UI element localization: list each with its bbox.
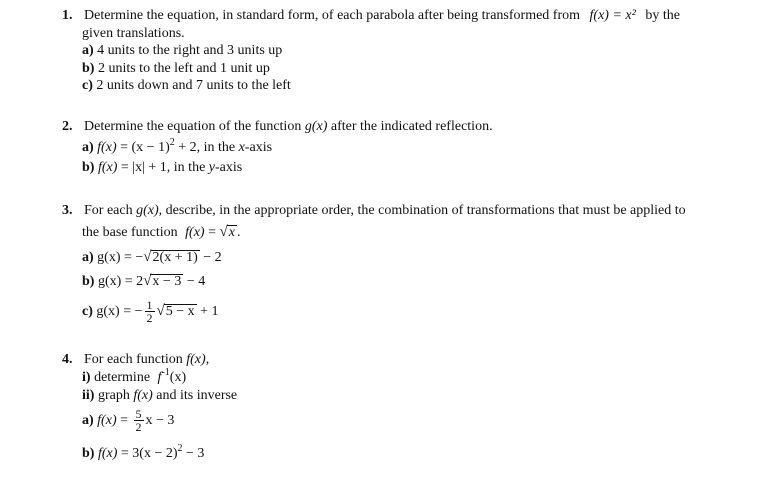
q4-a-label: a)	[82, 413, 94, 428]
q2-part-b	[82, 160, 242, 176]
radical-icon: √	[156, 303, 165, 319]
q3-stem-line2: the base function f(x) = √x .	[82, 224, 241, 240]
q1-stem-text-end: by the	[645, 8, 680, 23]
q3-c-fraction	[145, 299, 155, 324]
q4-i-label: i)	[82, 370, 91, 385]
q1-stem-text: Determine the equation, in standard form, of each parabola after being transformed from	[84, 8, 581, 23]
q3-c-numerator: 1	[146, 298, 153, 313]
q1-base-function: f(x) = x²	[589, 8, 636, 23]
q3-b-label: b)	[82, 274, 95, 289]
q2-a-axis: x	[238, 140, 245, 155]
q3-c-post: + 1	[196, 304, 219, 319]
q2-stem-text: Determine the equation of the function	[84, 119, 302, 134]
q3-part-c	[82, 298, 219, 325]
q2-number: 2.	[62, 119, 73, 134]
q4-i-exp: -1	[161, 367, 170, 378]
q1-a-text: 4 units to the right and 3 units up	[97, 43, 283, 58]
q1-stem-line2: given translations.	[82, 26, 185, 41]
q1-c-text: 2 units down and 7 units to the left	[96, 78, 291, 93]
q2-a-label: a)	[82, 140, 94, 155]
q4-b-tail: − 3	[182, 446, 205, 461]
q3-c-denominator: 2	[146, 311, 153, 326]
q3-b-radicand: x − 3	[152, 274, 182, 289]
q3-a-post: − 2	[199, 250, 222, 265]
q1-c-label: c)	[82, 78, 93, 93]
q4-i-text: determine	[94, 370, 151, 385]
q1-part-b	[82, 61, 270, 77]
q2-a-exp: 2	[169, 137, 175, 148]
radical-icon: √	[143, 249, 152, 265]
q2-stem	[62, 119, 493, 135]
q3-c-label: c)	[82, 304, 93, 319]
q4-b-exp: 2	[177, 443, 183, 454]
q4-stem	[62, 352, 209, 368]
q4-fx: f(x)	[186, 352, 206, 367]
q2-b-label: b)	[82, 160, 95, 175]
radical-icon: √	[219, 224, 228, 240]
q3-b-pre: g(x) = 2	[97, 274, 144, 289]
q2-b-axis: y	[208, 160, 215, 175]
q4-ii-label: ii)	[82, 388, 95, 403]
q3-b-post: − 4	[183, 274, 206, 289]
q4-part-b	[82, 443, 205, 463]
q2-b-axis-end: -axis	[215, 160, 243, 175]
q1-part-a	[82, 43, 282, 59]
q4-i-inverse-f: f	[157, 370, 162, 385]
q2-a-tail: + 2, in the	[174, 140, 239, 155]
q2-a-f: f(x)	[97, 140, 117, 155]
q4-ii-text: graph	[97, 388, 130, 403]
q3-base-radicand: x	[228, 225, 235, 240]
q2-a-axis-end: -axis	[244, 140, 273, 155]
q4-a-fraction	[134, 408, 144, 433]
q3-stem-text: For each	[84, 203, 133, 218]
q4-stem-comma: ,	[205, 352, 210, 367]
q4-a-numerator: 5	[135, 407, 142, 422]
q2-stem-text-end: after the indicated reflection.	[330, 119, 493, 134]
q4-b-label: b)	[82, 446, 95, 461]
q2-b-eq: = |x| + 1, in the	[117, 160, 209, 175]
q3-gx: g(x)	[136, 203, 159, 218]
q4-a-tail: x − 3	[145, 413, 175, 428]
q4-number: 4.	[62, 352, 73, 367]
q1-a-label: a)	[82, 43, 94, 58]
q4-part-a	[82, 404, 174, 438]
q3-c-pre: g(x) = −	[96, 304, 143, 319]
q3-number: 3.	[62, 203, 73, 218]
radical-icon: √	[143, 273, 152, 289]
q4-a-denominator: 2	[135, 420, 142, 435]
q3-a-pre: g(x) = −	[97, 250, 144, 265]
q2-gx: g(x)	[304, 119, 328, 134]
q1-b-text: 2 units to the left and 1 unit up	[97, 61, 270, 76]
q1-b-label: b)	[82, 61, 95, 76]
q2-a-eq: = (x − 1)	[116, 140, 170, 155]
q3-stem-line1	[62, 203, 686, 219]
q3-base-text: the base function	[82, 225, 178, 240]
q3-a-label: a)	[82, 250, 94, 265]
q3-c-radicand: 5 − x	[165, 304, 195, 319]
q3-part-b	[82, 273, 205, 290]
q3-base-eq: =	[204, 225, 220, 240]
q4-i-arg: (x)	[169, 370, 187, 385]
q1-part-c	[82, 78, 291, 94]
q4-stem-text: For each function	[84, 352, 183, 367]
q4-a-eq: =	[116, 413, 132, 428]
q4-a-f: f(x)	[97, 413, 117, 428]
q2-b-f: f(x)	[97, 160, 118, 175]
q3-a-radicand: 2(x + 1)	[152, 250, 198, 265]
q4-part-i	[82, 367, 187, 387]
q4-b-eq: = 3(x − 2)	[117, 446, 178, 461]
q4-ii-text-end: and its inverse	[156, 388, 238, 403]
q4-part-ii	[82, 388, 237, 404]
q2-part-a	[82, 137, 273, 157]
q4-b-f: f(x)	[97, 446, 118, 461]
q1-number: 1.	[62, 8, 73, 23]
q3-stem-text-end: , describe, in the appropriate order, the combination of transformations that must be applied to	[158, 203, 686, 218]
q3-base-f: f(x)	[185, 225, 205, 240]
q3-part-a	[82, 249, 222, 266]
q4-ii-fx: f(x)	[133, 388, 153, 403]
q1-stem-line1	[62, 8, 680, 24]
